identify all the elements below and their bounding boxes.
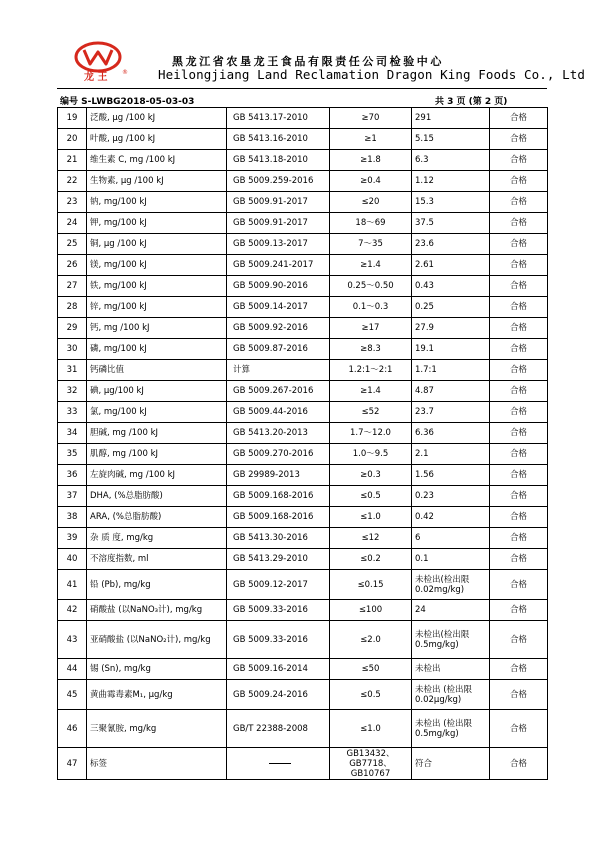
standard-requirement: ≥1	[330, 129, 412, 150]
table-row	[58, 528, 548, 549]
standard-requirement: ≤0.5	[330, 486, 412, 507]
standard-requirement: 1.7～12.0	[330, 423, 412, 444]
test-method	[227, 748, 330, 780]
test-item: 杂 质 度, mg/kg	[87, 528, 227, 549]
standard-requirement: GB13432、GB7718、GB10767	[330, 748, 412, 780]
test-item: 标签	[87, 748, 227, 780]
test-result: 6	[412, 528, 490, 549]
table-row	[58, 360, 548, 381]
test-result: 2.61	[412, 255, 490, 276]
table-row	[58, 339, 548, 360]
row-number: 29	[58, 318, 87, 339]
table-row	[58, 444, 548, 465]
judgement: 合格	[490, 600, 548, 621]
table-row	[58, 276, 548, 297]
standard-requirement: ≥70	[330, 108, 412, 129]
test-method: GB 5009.33-2016	[227, 600, 330, 621]
test-result: 0.1	[412, 549, 490, 570]
judgement: 合格	[490, 710, 548, 748]
judgement: 合格	[490, 255, 548, 276]
row-number: 21	[58, 150, 87, 171]
header-divider	[57, 88, 547, 89]
table-row	[58, 680, 548, 710]
standard-requirement: 0.25～0.50	[330, 276, 412, 297]
row-number: 34	[58, 423, 87, 444]
row-number: 46	[58, 710, 87, 748]
company-name-cn: 黑龙江省农垦龙王食品有限责任公司检验中心	[172, 55, 444, 68]
test-result: 0.23	[412, 486, 490, 507]
test-item: 亚硝酸盐 (以NaNO₂计), mg/kg	[87, 621, 227, 659]
test-method: GB 5009.24-2016	[227, 680, 330, 710]
company-name-en: Heilongjiang Land Reclamation Dragon King Foods Co., Ltd	[158, 67, 586, 82]
judgement: 合格	[490, 297, 548, 318]
test-item: 生物素, μg /100 kJ	[87, 171, 227, 192]
test-method: GB 5413.30-2016	[227, 528, 330, 549]
test-method: GB 5413.16-2010	[227, 129, 330, 150]
test-method: GB 5009.168-2016	[227, 486, 330, 507]
standard-requirement: ≤0.5	[330, 680, 412, 710]
row-number: 24	[58, 213, 87, 234]
test-method: GB 5009.90-2016	[227, 276, 330, 297]
table-row	[58, 507, 548, 528]
test-item: 三聚氰胺, mg/kg	[87, 710, 227, 748]
test-method: GB 5413.17-2010	[227, 108, 330, 129]
test-item: 黄曲霉毒素M₁, μg/kg	[87, 680, 227, 710]
judgement: 合格	[490, 192, 548, 213]
table-row	[58, 486, 548, 507]
judgement: 合格	[490, 486, 548, 507]
table-row	[58, 381, 548, 402]
judgement: 合格	[490, 318, 548, 339]
judgement: 合格	[490, 465, 548, 486]
judgement: 合格	[490, 360, 548, 381]
standard-requirement: ≥0.4	[330, 171, 412, 192]
table-row	[58, 402, 548, 423]
row-number: 33	[58, 402, 87, 423]
test-result: 23.6	[412, 234, 490, 255]
test-method: GB 5009.267-2016	[227, 381, 330, 402]
test-method: GB 5009.241-2017	[227, 255, 330, 276]
test-result: 23.7	[412, 402, 490, 423]
test-item: 钙磷比值	[87, 360, 227, 381]
test-item: 铜, μg /100 kJ	[87, 234, 227, 255]
standard-requirement: ≥1.8	[330, 150, 412, 171]
test-result: 未检出(检出限 0.5mg/kg)	[412, 621, 490, 659]
test-result: 符合	[412, 748, 490, 780]
judgement: 合格	[490, 659, 548, 680]
standard-requirement: ≥8.3	[330, 339, 412, 360]
standard-requirement: ≤100	[330, 600, 412, 621]
row-number: 39	[58, 528, 87, 549]
row-number: 44	[58, 659, 87, 680]
test-item: 铁, mg/100 kJ	[87, 276, 227, 297]
row-number: 47	[58, 748, 87, 780]
page-indicator: 共 3 页 (第 2 页)	[435, 97, 508, 107]
row-number: 26	[58, 255, 87, 276]
test-item: 钠, mg/100 kJ	[87, 192, 227, 213]
row-number: 38	[58, 507, 87, 528]
table-row	[58, 234, 548, 255]
standard-requirement: ≤1.0	[330, 710, 412, 748]
test-result: 未检出(检出限 0.02mg/kg)	[412, 570, 490, 600]
judgement: 合格	[490, 402, 548, 423]
table-row	[58, 318, 548, 339]
row-number: 19	[58, 108, 87, 129]
test-result: 0.25	[412, 297, 490, 318]
test-item: ARA, (%总脂肪酸)	[87, 507, 227, 528]
row-number: 43	[58, 621, 87, 659]
table-row	[58, 192, 548, 213]
standard-requirement: ≥1.4	[330, 381, 412, 402]
svg-text:®: ®	[122, 69, 128, 76]
report-header	[0, 0, 595, 107]
test-result: 27.9	[412, 318, 490, 339]
judgement: 合格	[490, 570, 548, 600]
test-result: 2.1	[412, 444, 490, 465]
test-item: 叶酸, μg /100 kJ	[87, 129, 227, 150]
test-result: 1.56	[412, 465, 490, 486]
table-row	[58, 710, 548, 748]
standard-requirement: ≥17	[330, 318, 412, 339]
test-result: 291	[412, 108, 490, 129]
test-method: GB 5413.20-2013	[227, 423, 330, 444]
judgement: 合格	[490, 680, 548, 710]
table-row	[58, 297, 548, 318]
standard-requirement: ≤0.2	[330, 549, 412, 570]
table-row	[58, 423, 548, 444]
test-result: 未检出	[412, 659, 490, 680]
standard-requirement: 0.1～0.3	[330, 297, 412, 318]
test-method: GB 5009.12-2017	[227, 570, 330, 600]
test-item: DHA, (%总脂肪酸)	[87, 486, 227, 507]
test-method: GB 29989-2013	[227, 465, 330, 486]
test-item: 肌醇, mg /100 kJ	[87, 444, 227, 465]
test-method: GB 5009.91-2017	[227, 192, 330, 213]
judgement: 合格	[490, 381, 548, 402]
test-item: 泛酸, μg /100 kJ	[87, 108, 227, 129]
table-row	[58, 659, 548, 680]
test-result: 6.36	[412, 423, 490, 444]
judgement: 合格	[490, 423, 548, 444]
test-result: 37.5	[412, 213, 490, 234]
test-method: GB 5009.16-2014	[227, 659, 330, 680]
row-number: 28	[58, 297, 87, 318]
judgement: 合格	[490, 171, 548, 192]
test-result: 24	[412, 600, 490, 621]
standard-requirement: ≤2.0	[330, 621, 412, 659]
test-result: 1.7:1	[412, 360, 490, 381]
judgement: 合格	[490, 276, 548, 297]
table-row	[58, 255, 548, 276]
test-result: 未检出 (检出限 0.02μg/kg)	[412, 680, 490, 710]
company-logo	[70, 40, 148, 82]
standard-requirement: ≤20	[330, 192, 412, 213]
judgement: 合格	[490, 129, 548, 150]
standard-requirement: ≥0.3	[330, 465, 412, 486]
dash-mark	[269, 763, 291, 764]
standard-requirement: ≤52	[330, 402, 412, 423]
row-number: 36	[58, 465, 87, 486]
row-number: 41	[58, 570, 87, 600]
test-method: 计算	[227, 360, 330, 381]
test-result: 0.42	[412, 507, 490, 528]
test-method: GB 5009.14-2017	[227, 297, 330, 318]
row-number: 27	[58, 276, 87, 297]
test-method: GB 5413.29-2010	[227, 549, 330, 570]
test-item: 不溶度指数, ml	[87, 549, 227, 570]
judgement: 合格	[490, 444, 548, 465]
standard-requirement: ≤50	[330, 659, 412, 680]
table-row	[58, 570, 548, 600]
test-result: 19.1	[412, 339, 490, 360]
row-number: 30	[58, 339, 87, 360]
test-item: 硝酸盐 (以NaNO₃计), mg/kg	[87, 600, 227, 621]
test-item: 维生素 C, mg /100 kJ	[87, 150, 227, 171]
inspection-results-table	[57, 107, 548, 780]
test-method: GB/T 22388-2008	[227, 710, 330, 748]
table-row	[58, 171, 548, 192]
table-row	[58, 129, 548, 150]
test-item: 钙, mg /100 kJ	[87, 318, 227, 339]
test-method: GB 5009.259-2016	[227, 171, 330, 192]
row-number: 42	[58, 600, 87, 621]
test-method: GB 5413.18-2010	[227, 150, 330, 171]
table-row	[58, 549, 548, 570]
test-item: 磷, mg/100 kJ	[87, 339, 227, 360]
test-result: 4.87	[412, 381, 490, 402]
row-number: 25	[58, 234, 87, 255]
standard-requirement: 1.0～9.5	[330, 444, 412, 465]
table-row	[58, 465, 548, 486]
judgement: 合格	[490, 549, 548, 570]
row-number: 35	[58, 444, 87, 465]
table-row	[58, 150, 548, 171]
test-item: 铅 (Pb), mg/kg	[87, 570, 227, 600]
standard-requirement: 1.2:1～2:1	[330, 360, 412, 381]
judgement: 合格	[490, 621, 548, 659]
test-item: 锌, mg/100 kJ	[87, 297, 227, 318]
row-number: 23	[58, 192, 87, 213]
document-number: 编号 S-LWBG2018-05-03-03	[60, 97, 195, 107]
table-row	[58, 748, 548, 780]
standard-requirement: 18～69	[330, 213, 412, 234]
test-result: 1.12	[412, 171, 490, 192]
table-row	[58, 600, 548, 621]
row-number: 32	[58, 381, 87, 402]
table-row	[58, 621, 548, 659]
judgement: 合格	[490, 150, 548, 171]
test-result: 15.3	[412, 192, 490, 213]
test-result: 6.3	[412, 150, 490, 171]
test-method: GB 5009.33-2016	[227, 621, 330, 659]
standard-requirement: ≤12	[330, 528, 412, 549]
test-method: GB 5009.13-2017	[227, 234, 330, 255]
test-method: GB 5009.270-2016	[227, 444, 330, 465]
test-item: 胆碱, mg /100 kJ	[87, 423, 227, 444]
judgement: 合格	[490, 108, 548, 129]
judgement: 合格	[490, 507, 548, 528]
test-method: GB 5009.87-2016	[227, 339, 330, 360]
test-item: 氯, mg/100 kJ	[87, 402, 227, 423]
standard-requirement: ≤1.0	[330, 507, 412, 528]
test-item: 钾, mg/100 kJ	[87, 213, 227, 234]
table-row	[58, 213, 548, 234]
standard-requirement: ≤0.15	[330, 570, 412, 600]
standard-requirement: 7～35	[330, 234, 412, 255]
test-result: 5.15	[412, 129, 490, 150]
test-item: 镁, mg/100 kJ	[87, 255, 227, 276]
test-method: GB 5009.92-2016	[227, 318, 330, 339]
judgement: 合格	[490, 213, 548, 234]
standard-requirement: ≥1.4	[330, 255, 412, 276]
test-result: 0.43	[412, 276, 490, 297]
svg-text:龙 王: 龙 王	[84, 72, 108, 82]
judgement: 合格	[490, 748, 548, 780]
test-item: 锡 (Sn), mg/kg	[87, 659, 227, 680]
test-result: 未检出 (检出限 0.5mg/kg)	[412, 710, 490, 748]
test-item: 左旋肉碱, mg /100 kJ	[87, 465, 227, 486]
row-number: 22	[58, 171, 87, 192]
row-number: 37	[58, 486, 87, 507]
table-row	[58, 108, 548, 129]
test-method: GB 5009.44-2016	[227, 402, 330, 423]
row-number: 45	[58, 680, 87, 710]
test-item: 碘, μg/100 kJ	[87, 381, 227, 402]
judgement: 合格	[490, 234, 548, 255]
judgement: 合格	[490, 528, 548, 549]
row-number: 20	[58, 129, 87, 150]
row-number: 40	[58, 549, 87, 570]
judgement: 合格	[490, 339, 548, 360]
test-method: GB 5009.91-2017	[227, 213, 330, 234]
test-method: GB 5009.168-2016	[227, 507, 330, 528]
row-number: 31	[58, 360, 87, 381]
